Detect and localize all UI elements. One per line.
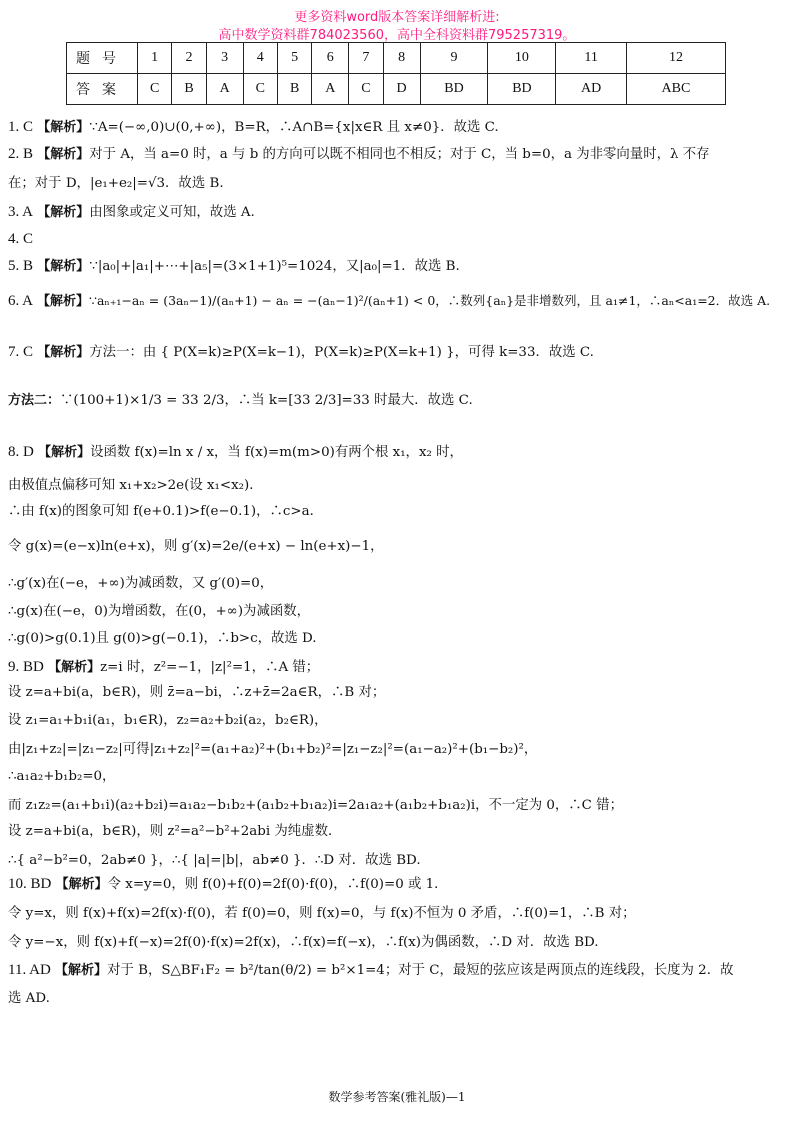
answer-cell: B	[172, 74, 206, 105]
question-number-cell: 12	[626, 43, 725, 74]
solution-tag: 【解析】	[37, 345, 90, 360]
answer-cell: C	[243, 74, 277, 105]
answer-cell: BD	[488, 74, 556, 105]
solution-line	[8, 658, 784, 677]
answer-table	[66, 42, 726, 105]
solution-line	[8, 934, 784, 952]
question-number-cell: 11	[556, 43, 627, 74]
solution-tag: 【解析】	[37, 120, 90, 135]
solution-number: 9. BD	[8, 659, 44, 675]
solution-line	[8, 603, 784, 621]
solution-text: 由极值点偏移可知 x₁+x₂>2e(设 x₁<x₂)．	[8, 478, 263, 493]
solution-text: ∴由 f(x)的图象可知 f(e+0.1)>f(e−0.1)，∴c>a．	[8, 504, 323, 519]
solution-line	[8, 961, 784, 980]
solution-number: 5. B	[8, 258, 34, 274]
solution-text: 选 AD.	[8, 991, 50, 1006]
solution-text: 设函数 f(x)=ln x / x，当 f(x)=m(m>0)有两个根 x₁，x₂ 时，	[90, 445, 463, 460]
question-number-cell: 6	[312, 43, 349, 74]
solution-tag: 方法二：	[8, 393, 61, 408]
solution-line	[8, 175, 784, 193]
question-number-cell: 5	[277, 43, 311, 74]
promo-header-line-2: 高中数学资料群784023560，高中全科资料群795257319。	[218, 28, 576, 43]
solution-line	[8, 343, 784, 362]
solution-text: 设 z₁=a₁+b₁i(a₁，b₁∈R)，z₂=a₂+b₂i(a₂，b₂∈R)，	[8, 713, 328, 728]
solution-number: 10. BD	[8, 876, 52, 892]
solution-text: 由图象或定义可知，故选 A.	[89, 205, 255, 220]
solution-line	[8, 684, 784, 702]
promo-header-line-1: 更多资料word版本答案详细解析进:	[294, 10, 500, 25]
solution-tag: 【解析】	[55, 877, 108, 892]
question-number-cell: 7	[349, 43, 383, 74]
solution-text: 方法一：由 { P(X=k)≥P(X=k−1)，P(X=k)≥P(X=k+1) }，可得 k=33．故选 C.	[89, 345, 594, 360]
solution-number: 11. AD	[8, 962, 51, 978]
answer-cell: A	[312, 74, 349, 105]
solution-text: 对于 A，当 a=0 时，a 与 b 的方向可以既不相同也不相反；对于 C，当 b=0，a 为非零向量时，λ 不存	[89, 147, 710, 162]
solution-text: 由|z₁+z₂|=|z₁−z₂|可得|z₁+z₂|²=(a₁+a₂)²+(b₁+b₂)²=|z₁−z₂|²=(a₁−a₂)²+(b₁−b₂)²，	[8, 742, 538, 757]
answer-cell: B	[277, 74, 311, 105]
solution-line	[8, 990, 784, 1008]
answer-cell: C	[138, 74, 172, 105]
solution-line	[8, 852, 784, 870]
solution-line	[8, 712, 784, 730]
question-number-cell: 1	[138, 43, 172, 74]
answer-row-label: 答案	[67, 74, 138, 105]
solution-tag: 【解析】	[38, 445, 91, 460]
answer-table-number-row	[67, 43, 726, 74]
solution-line	[8, 118, 784, 137]
question-number-cell: 10	[488, 43, 556, 74]
solution-line	[8, 503, 784, 521]
solution-line	[8, 145, 784, 164]
question-number-cell: 2	[172, 43, 206, 74]
solution-tag: 【解析】	[37, 259, 90, 274]
solution-text: 令 g(x)=(e−x)ln(e+x)，则 g′(x)=2e/(e+x) − ln(e+x)−1，	[8, 539, 384, 554]
answer-table-answer-row	[67, 74, 726, 105]
solution-line	[8, 823, 784, 841]
answer-cell: A	[206, 74, 243, 105]
solution-text: 而 z₁z₂=(a₁+b₁i)(a₂+b₂i)=a₁a₂−b₁b₂+(a₁b₂+b₁a₂)i=2a₁a₂+(a₁b₂+b₁a₂)i，不一定为 0，∴C 错；	[8, 798, 623, 813]
solution-line	[8, 797, 784, 815]
question-number-cell: 4	[243, 43, 277, 74]
solution-line	[8, 538, 784, 556]
answer-cell: ABC	[626, 74, 725, 105]
solution-line	[8, 741, 784, 759]
solution-line	[8, 630, 784, 648]
solution-text: ∵aₙ₊₁−aₙ = (3aₙ−1)/(aₙ+1) − aₙ = −(aₙ−1)²/(aₙ+1) < 0，∴数列{aₙ}是非增数列，且 a₁≠1，∴aₙ<a₁=2．故选 A.	[89, 293, 771, 308]
solution-text: 令 y=x，则 f(x)+f(x)=2f(x)·f(0)，若 f(0)=0，则 f(x)=0，与 f(x)不恒为 0 矛盾，∴f(0)=1，∴B 对；	[8, 906, 636, 921]
solution-text: 设 z=a+bi(a，b∈R)，则 z̄=a−bi，∴z+z̄=2a∈R，∴B 对；	[8, 685, 386, 700]
solution-line	[8, 477, 784, 495]
solution-text: ∴g′(x)在(−e，+∞)为减函数，又 g′(0)=0，	[8, 576, 274, 591]
solution-text: ∴g(x)在(−e，0)为增函数，在(0，+∞)为减函数，	[8, 604, 311, 619]
solution-tag: 【解析】	[37, 294, 90, 309]
solution-line	[8, 257, 784, 276]
solution-line	[8, 443, 784, 462]
solution-tag: 【解析】	[37, 205, 90, 220]
solution-line	[8, 230, 784, 249]
solution-number: 3. A	[8, 204, 34, 220]
solution-text: 对于 B，S△BF₁F₂ = b²/tan(θ/2) = b²×1=4；对于 C，最短的弦应该是两顶点的连线段，长度为 2．故	[107, 963, 734, 978]
solution-number: 4. C	[8, 231, 34, 247]
solution-text: 令 y=−x，则 f(x)+f(−x)=2f(0)·f(x)=2f(x)，∴f(x)=f(−x)，∴f(x)为偶函数，∴D 对．故选 BD.	[8, 935, 599, 950]
solution-text: ∵A=(−∞,0)∪(0,+∞)，B=R，∴A∩B={x|x∈R 且 x≠0}．故选 C.	[89, 120, 499, 135]
solution-text: ∴{ a²−b²=0，2ab≠0 }，∴{ |a|=|b|，ab≠0 }．∴D 对．故选 BD.	[8, 853, 421, 868]
answer-cell: AD	[556, 74, 627, 105]
solution-line	[8, 392, 784, 410]
solution-tag: 【解析】	[48, 660, 101, 675]
solution-text: z=i 时，z²=−1，|z|²=1，∴A 错；	[100, 660, 320, 675]
solution-tag: 【解析】	[55, 963, 108, 978]
solution-number: 8. D	[8, 444, 34, 460]
solution-line	[8, 203, 784, 222]
solution-text: 令 x=y=0，则 f(0)+f(0)=2f(0)·f(0)，∴f(0)=0 或 1．	[107, 877, 448, 892]
solution-line	[8, 875, 784, 894]
solution-text: 设 z=a+bi(a，b∈R)，则 z²=a²−b²+2abi 为纯虚数．	[8, 824, 342, 839]
solution-number: 7. C	[8, 344, 34, 360]
solution-number: 1. C	[8, 119, 34, 135]
solution-tag: 【解析】	[37, 147, 90, 162]
solution-text: ∴g(0)>g(0.1)且 g(0)>g(−0.1)，∴b>c，故选 D.	[8, 631, 317, 646]
solution-line	[8, 575, 784, 593]
number-row-label: 题号	[67, 43, 138, 74]
answer-cell: D	[383, 74, 420, 105]
question-number-cell: 3	[206, 43, 243, 74]
solution-number: 6. A	[8, 293, 34, 309]
answer-cell: BD	[420, 74, 488, 105]
answer-cell: C	[349, 74, 383, 105]
solution-number: 2. B	[8, 146, 34, 162]
solution-line	[8, 292, 784, 311]
solution-text: 在；对于 D，|e₁+e₂|=√3．故选 B.	[8, 176, 224, 191]
solution-text: ∵(100+1)×1/3 = 33 2/3，∴当 k=[33 2/3]=33 时最大．故选 C.	[60, 393, 473, 408]
solution-text: ∵|a₀|+|a₁|+⋯+|a₅|=(3×1+1)⁵=1024，又|a₀|=1．故选 B.	[89, 259, 460, 274]
question-number-cell: 8	[383, 43, 420, 74]
solution-line	[8, 768, 784, 786]
solution-text: ∴a₁a₂+b₁b₂=0，	[8, 769, 116, 784]
solution-line	[8, 905, 784, 923]
question-number-cell: 9	[420, 43, 488, 74]
page-footer: 数学参考答案(雅礼版)—1	[328, 1090, 466, 1104]
